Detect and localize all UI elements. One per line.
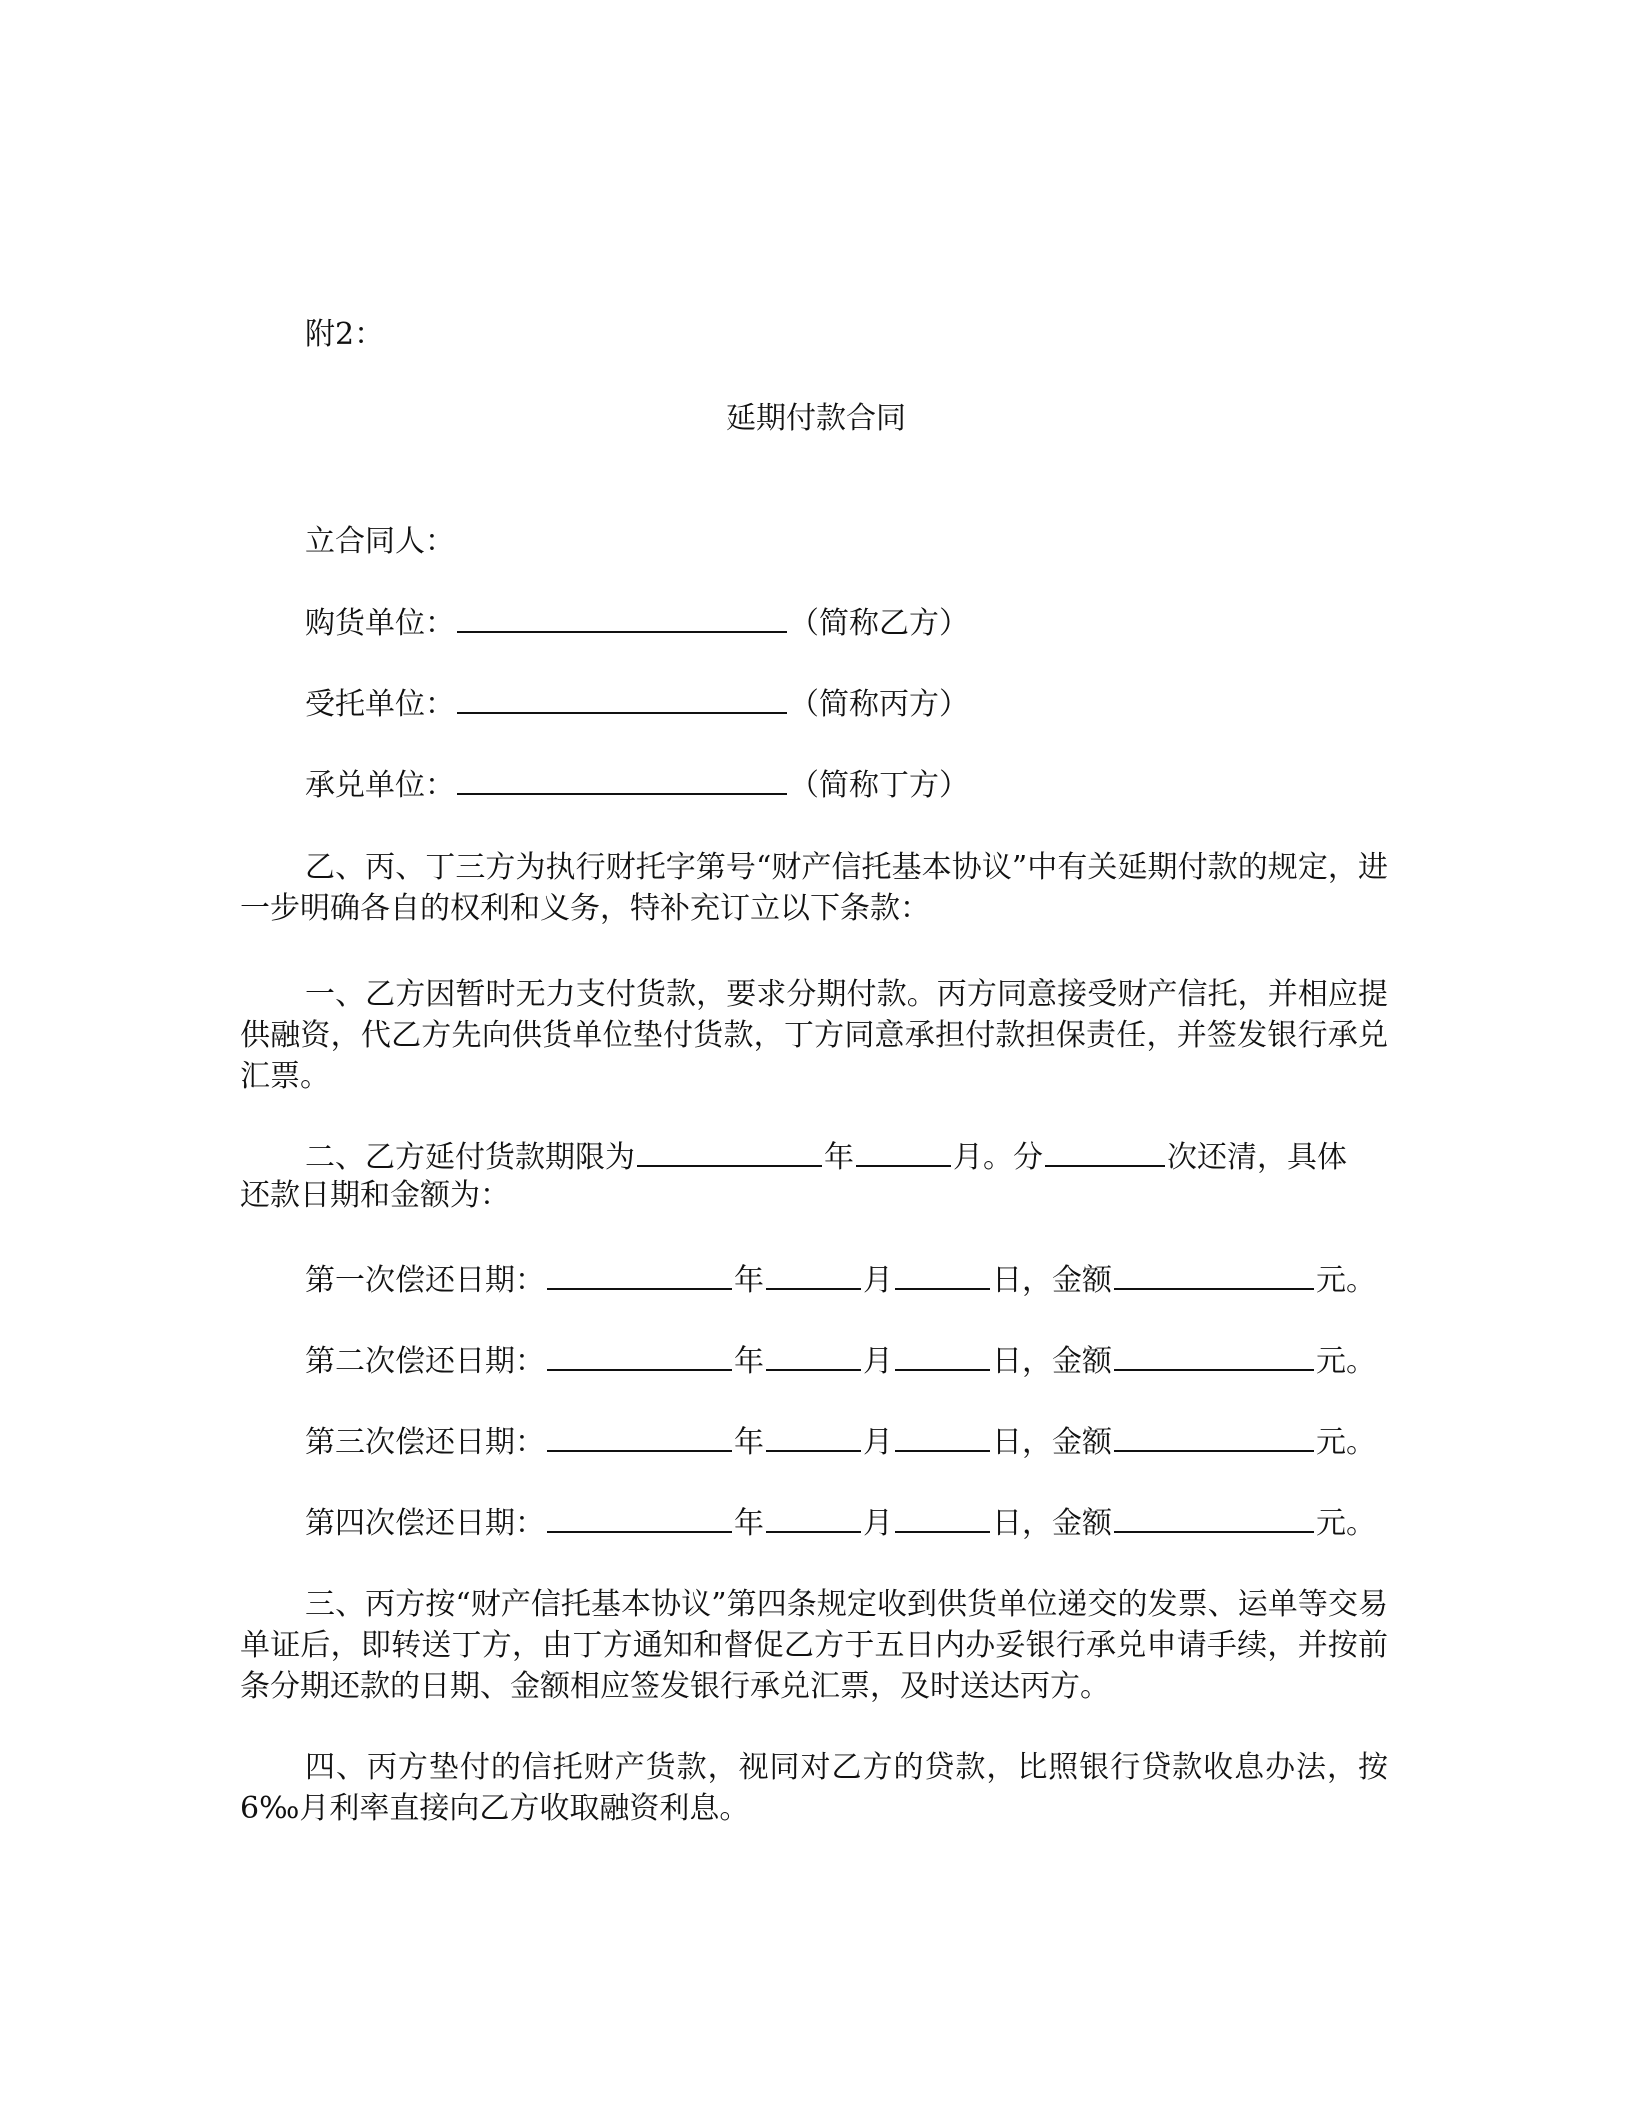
repayment-row-3 [305,1420,1376,1464]
repayment-day: 日，金额 [992,1425,1112,1460]
repayment-label: 第二次偿还日期： [305,1344,545,1379]
repayment-day: 日，金额 [992,1506,1112,1541]
repayment-row-1 [305,1258,1376,1302]
party-row-trustee [305,682,969,726]
clause-1 [240,974,1388,1097]
blank-line [1114,1501,1314,1533]
blank-line [457,763,787,795]
blank-line [637,1135,822,1167]
clause-2-times: 次还清，具体 [1167,1140,1347,1175]
party-abbr: （简称乙方） [789,606,969,641]
document-title: 延期付款合同 [726,401,906,436]
blank-line [766,1339,861,1371]
party-label: 购货单位： [305,606,455,641]
clause-2-month: 月。分 [953,1140,1043,1175]
blank-line [457,601,787,633]
blank-line [895,1501,990,1533]
blank-line [895,1339,990,1371]
clause-2-line-2: 还款日期和金额为： [240,1178,510,1213]
repayment-unit: 元。 [1316,1263,1376,1298]
blank-line [856,1135,951,1167]
clause-2-year: 年 [824,1140,854,1175]
blank-line [1114,1339,1314,1371]
intro-text: 乙、丙、丁三方为执行财托字第号“财产信托基本协议”中有关延期付款的规定，进一步明确各自的权利和义务，特补充订立以下条款： [240,850,1388,926]
repayment-year: 年 [734,1425,764,1460]
party-abbr: （简称丙方） [789,687,969,722]
party-label: 受托单位： [305,687,455,722]
intro-paragraph [240,847,1388,929]
repayment-year: 年 [734,1344,764,1379]
repayment-month: 月 [863,1506,893,1541]
repayment-day: 日，金额 [992,1344,1112,1379]
blank-line [1114,1420,1314,1452]
repayment-year: 年 [734,1506,764,1541]
clause-4-text: 四、丙方垫付的信托财产货款，视同对乙方的贷款，比照银行贷款收息办法，按6‰月利率直接向乙方收取融资利息。 [240,1750,1388,1826]
repayment-day: 日，金额 [992,1263,1112,1298]
blank-line [547,1258,732,1290]
blank-line [766,1501,861,1533]
party-label: 承兑单位： [305,768,455,803]
blank-line [457,682,787,714]
blank-line [1114,1258,1314,1290]
clause-4 [240,1747,1388,1829]
attachment-label: 附2： [305,317,385,352]
repayment-unit: 元。 [1316,1425,1376,1460]
repayment-row-2 [305,1339,1376,1383]
blank-line [1045,1135,1165,1167]
clause-3-text: 三、丙方按“财产信托基本协议”第四条规定收到供货单位递交的发票、运单等交易单证后，即转送丁方，由丁方通知和督促乙方于五日内办妥银行承兑申请手续，并按前条分期还款的日期、金额相应签发银行承兑汇票，及时送达丙方。 [240,1587,1388,1704]
blank-line [547,1339,732,1371]
blank-line [547,1420,732,1452]
repayment-label: 第四次偿还日期： [305,1506,545,1541]
party-row-buyer [305,601,969,645]
repayment-label: 第三次偿还日期： [305,1425,545,1460]
blank-line [895,1258,990,1290]
clause-1-text: 一、乙方因暂时无力支付货款，要求分期付款。丙方同意接受财产信托，并相应提供融资，代乙方先向供货单位垫付货款，丁方同意承担付款担保责任，并签发银行承兑汇票。 [240,977,1388,1094]
clause-2-prefix: 二、乙方延付货款期限为 [305,1140,635,1175]
blank-line [895,1420,990,1452]
party-abbr: （简称丁方） [789,768,969,803]
blank-line [766,1258,861,1290]
repayment-unit: 元。 [1316,1506,1376,1541]
repayment-month: 月 [863,1344,893,1379]
blank-line [547,1501,732,1533]
parties-label: 立合同人： [305,524,455,559]
clause-2-line-1 [305,1135,1347,1179]
repayment-month: 月 [863,1425,893,1460]
blank-line [766,1420,861,1452]
repayment-label: 第一次偿还日期： [305,1263,545,1298]
repayment-row-4 [305,1501,1376,1545]
repayment-month: 月 [863,1263,893,1298]
party-row-acceptor [305,763,969,807]
repayment-year: 年 [734,1263,764,1298]
repayment-unit: 元。 [1316,1344,1376,1379]
clause-3 [240,1584,1388,1707]
